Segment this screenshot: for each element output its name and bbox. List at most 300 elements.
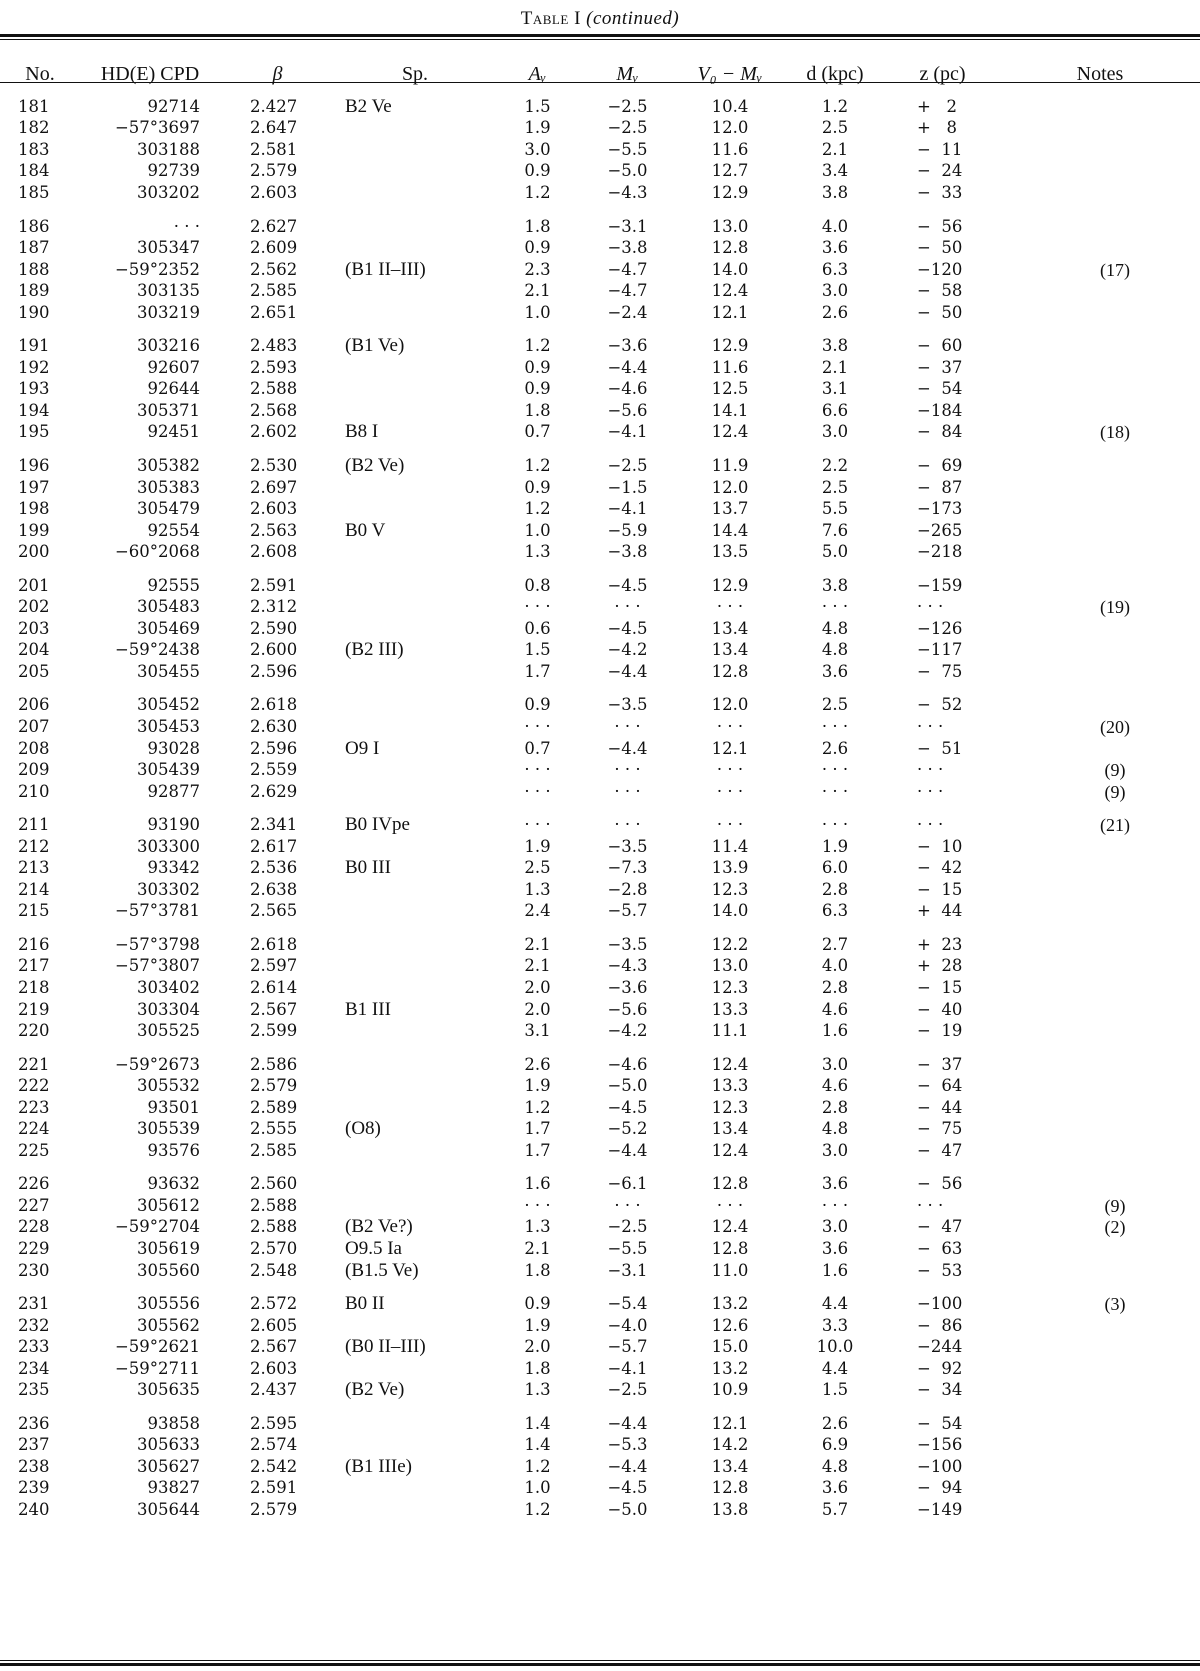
cell-notes — [1000, 400, 1200, 422]
cell-beta: 2.630 — [250, 716, 298, 736]
table-row — [0, 1380, 1200, 1402]
cell-vm: 12.3 — [711, 978, 749, 997]
cell-vm: 11.1 — [711, 1021, 749, 1041]
cell-beta: 2.602 — [250, 422, 298, 442]
cell-d: 3.1 — [821, 379, 849, 399]
cell-sp — [335, 1140, 495, 1162]
cell-z: − 86 — [917, 1315, 963, 1335]
table-row — [0, 520, 1200, 542]
cell-beta: 2.567 — [250, 999, 298, 1019]
cell-av: 0.9 — [524, 379, 551, 399]
cell-sp: (B0 II–III) — [345, 1336, 426, 1358]
cell-vm: 14.2 — [711, 1435, 749, 1455]
cell-no: 191 — [18, 336, 50, 356]
cell-notes — [1000, 661, 1200, 683]
cell-sp: (B1.5 Ve) — [345, 1259, 419, 1281]
cell-d: 6.3 — [821, 259, 849, 279]
cell-notes: (3) — [1104, 1294, 1126, 1315]
cell-beta: 2.570 — [250, 1239, 298, 1259]
cell-sp — [335, 977, 495, 999]
cell-d: 6.3 — [821, 901, 849, 921]
cell-av: · · · — [524, 716, 551, 736]
cell-vm: 12.5 — [711, 379, 749, 399]
cell-z: − 75 — [917, 1119, 963, 1139]
cell-hd: 305383 — [137, 477, 200, 497]
cell-notes — [1000, 1119, 1200, 1141]
cell-no: 195 — [18, 422, 50, 442]
cell-sp: (B1 Ve) — [345, 335, 405, 357]
cell-av: 0.9 — [524, 238, 551, 258]
cell-z: −218 — [917, 542, 963, 562]
cell-beta: 2.588 — [250, 379, 298, 399]
cell-av: 0.9 — [524, 161, 551, 181]
cell-beta: 2.618 — [250, 934, 298, 954]
cell-z: − 63 — [917, 1239, 963, 1259]
header-av: Aᵥ — [528, 62, 547, 85]
cell-d: 1.2 — [821, 96, 849, 116]
cell-no: 183 — [18, 139, 50, 159]
cell-av: 1.8 — [524, 1260, 551, 1280]
cell-hd: −59°2711 — [114, 1358, 200, 1378]
cell-notes — [1000, 640, 1200, 662]
cell-no: 220 — [18, 1021, 50, 1041]
cell-hd: 92554 — [147, 520, 200, 540]
cell-z: −173 — [917, 499, 963, 519]
table-title — [0, 8, 1200, 30]
table-row — [0, 259, 1200, 281]
cell-d: 2.6 — [821, 738, 849, 758]
cell-hd: 305483 — [137, 597, 200, 617]
table-row — [0, 661, 1200, 683]
table-row — [0, 802, 1200, 836]
cell-no: 204 — [18, 640, 50, 660]
cell-no: 221 — [18, 1054, 50, 1074]
cell-z: − 34 — [917, 1380, 963, 1400]
cell-sp: O9.5 Ia — [345, 1238, 402, 1260]
cell-mv: −3.5 — [607, 836, 648, 856]
cell-hd: −57°3807 — [114, 956, 200, 976]
table-row — [0, 182, 1200, 204]
cell-notes — [1000, 1401, 1200, 1435]
cell-d: 4.0 — [821, 956, 849, 976]
cell-z: − 50 — [917, 302, 963, 322]
cell-hd: · · · — [173, 216, 200, 236]
cell-d: 2.5 — [821, 118, 849, 138]
cell-av: 2.0 — [524, 999, 551, 1019]
cell-hd: 92451 — [147, 422, 200, 442]
table-row — [0, 596, 1200, 618]
cell-notes: (20) — [1100, 716, 1130, 737]
cell-vm: 13.5 — [711, 542, 749, 562]
cell-mv: · · · — [614, 815, 641, 835]
cell-hd: 92644 — [147, 379, 200, 399]
cell-beta: 2.697 — [250, 477, 298, 497]
header-mv: Mᵥ — [616, 62, 639, 85]
cell-mv: −5.7 — [607, 1337, 648, 1357]
cell-notes — [1000, 1499, 1200, 1521]
cell-no: 210 — [18, 781, 50, 801]
cell-mv: −4.2 — [607, 1021, 648, 1041]
table-row — [0, 1499, 1200, 1521]
cell-notes — [1000, 956, 1200, 978]
cell-mv: −5.5 — [607, 139, 648, 159]
cell-d: 3.4 — [821, 161, 849, 181]
table-row — [0, 1260, 1200, 1282]
cell-no: 228 — [18, 1217, 50, 1237]
cell-hd: −59°2621 — [114, 1337, 200, 1357]
cell-sp — [335, 302, 495, 324]
cell-sp — [335, 161, 495, 183]
cell-beta: 2.593 — [250, 357, 298, 377]
cell-no: 234 — [18, 1358, 50, 1378]
cell-no: 219 — [18, 999, 50, 1019]
cell-z: · · · — [917, 781, 944, 801]
cell-av: 2.1 — [524, 956, 551, 976]
cell-mv: −3.8 — [607, 238, 648, 258]
cell-d: 3.0 — [821, 422, 849, 442]
cell-vm: 12.8 — [711, 1174, 749, 1194]
cell-notes: (19) — [1100, 597, 1130, 618]
cell-mv: −2.5 — [607, 1217, 648, 1237]
cell-d: 4.8 — [821, 640, 849, 660]
table-row — [0, 1042, 1200, 1076]
cell-mv: −3.8 — [607, 542, 648, 562]
cell-z: − 64 — [917, 1076, 963, 1096]
cell-vm: 12.8 — [711, 1239, 749, 1259]
cell-av: 1.3 — [524, 1380, 551, 1400]
cell-z: + 8 — [917, 118, 958, 138]
table-row — [0, 161, 1200, 183]
cell-no: 231 — [18, 1294, 50, 1314]
cell-z: · · · — [917, 716, 944, 736]
cell-av: 1.2 — [524, 1500, 551, 1520]
cell-av: · · · — [524, 815, 551, 835]
cell-d: 2.8 — [821, 978, 849, 997]
cell-z: · · · — [917, 1195, 944, 1215]
cell-sp: B0 III — [345, 857, 391, 879]
cell-z: −117 — [917, 640, 963, 660]
cell-sp: B1 III — [345, 998, 391, 1020]
table-row — [0, 498, 1200, 520]
header-vm: V₀ − Mᵥ — [697, 62, 763, 85]
cell-vm: · · · — [716, 760, 744, 780]
cell-beta: 2.581 — [250, 139, 298, 159]
cell-notes — [1000, 999, 1200, 1021]
cell-d: 3.0 — [821, 1140, 849, 1160]
cell-beta: 2.603 — [250, 1358, 298, 1378]
cell-mv: · · · — [614, 781, 641, 801]
cell-mv: −4.4 — [607, 1456, 648, 1476]
cell-beta: 2.629 — [250, 781, 298, 801]
cell-notes — [1000, 1380, 1200, 1402]
cell-sp — [335, 781, 495, 803]
cell-notes — [1000, 161, 1200, 183]
cell-no: 209 — [18, 760, 50, 780]
cell-mv: −4.1 — [607, 422, 648, 442]
cell-no: 184 — [18, 161, 50, 181]
table-row — [0, 204, 1200, 238]
cell-z: − 54 — [917, 379, 963, 399]
cell-sp — [335, 1478, 495, 1500]
header-no: No. — [25, 62, 55, 85]
cell-beta: 2.614 — [250, 978, 298, 997]
cell-beta: 2.542 — [250, 1456, 298, 1476]
cell-av: · · · — [524, 760, 551, 780]
cell-d: 4.6 — [821, 1076, 849, 1096]
cell-d: 4.8 — [821, 1456, 849, 1476]
table-row — [0, 999, 1200, 1021]
cell-av: 1.3 — [524, 1217, 551, 1237]
cell-d: 2.2 — [821, 455, 849, 475]
cell-d: 5.5 — [821, 499, 849, 519]
table-row — [0, 139, 1200, 161]
table-row — [0, 400, 1200, 422]
cell-mv: −3.5 — [607, 695, 648, 715]
cell-no: 206 — [18, 695, 50, 715]
cell-z: −184 — [917, 400, 963, 420]
cell-d: 2.1 — [821, 139, 849, 159]
cell-beta: 2.603 — [250, 499, 298, 519]
cell-sp — [335, 956, 495, 978]
cell-notes — [1000, 1315, 1200, 1337]
cell-z: · · · — [917, 597, 944, 617]
cell-d: 5.0 — [821, 542, 849, 562]
table-row — [0, 759, 1200, 781]
cell-beta: 2.585 — [250, 1140, 298, 1160]
cell-notes — [1000, 901, 1200, 923]
cell-beta: 2.574 — [250, 1435, 298, 1455]
cell-no: 202 — [18, 597, 50, 617]
cell-vm: 12.3 — [711, 1097, 749, 1117]
cell-notes — [1000, 379, 1200, 401]
cell-av: 2.4 — [524, 901, 551, 921]
cell-hd: 303202 — [137, 182, 200, 202]
cell-beta: 2.579 — [250, 1076, 298, 1096]
cell-notes — [1000, 204, 1200, 238]
cell-d: 10.0 — [816, 1337, 854, 1357]
cell-notes — [1000, 477, 1200, 499]
cell-sp — [335, 1358, 495, 1380]
cell-av: 1.7 — [524, 661, 551, 681]
cell-av: 1.0 — [524, 302, 551, 322]
cell-sp — [335, 683, 495, 717]
cell-mv: −4.6 — [607, 379, 648, 399]
cell-vm: 12.3 — [711, 879, 749, 899]
cell-d: 2.6 — [821, 302, 849, 322]
cell-z: − 47 — [917, 1140, 963, 1160]
cell-beta: 2.548 — [250, 1260, 298, 1280]
cell-notes — [1000, 683, 1200, 717]
table-row — [0, 716, 1200, 738]
table-row — [0, 323, 1200, 357]
cell-beta: 2.608 — [250, 542, 298, 562]
cell-av: 0.9 — [524, 695, 551, 715]
table-row — [0, 118, 1200, 140]
cell-av: 0.9 — [524, 477, 551, 497]
cell-mv: −5.2 — [607, 1119, 648, 1139]
cell-z: + 28 — [917, 956, 963, 976]
cell-vm: 12.9 — [711, 575, 749, 595]
cell-mv: −4.5 — [607, 575, 648, 595]
cell-beta: 2.341 — [250, 815, 298, 835]
cell-z: + 44 — [917, 901, 963, 921]
cell-d: 1.6 — [821, 1260, 849, 1280]
table-row — [0, 1238, 1200, 1260]
table-row — [0, 477, 1200, 499]
cell-hd: 93576 — [147, 1140, 200, 1160]
cell-beta: 2.605 — [250, 1315, 298, 1335]
cell-hd: 305452 — [137, 695, 200, 715]
cell-vm: 12.4 — [711, 1140, 749, 1160]
cell-mv: −4.4 — [607, 1140, 648, 1160]
cell-sp: B0 V — [345, 519, 386, 541]
data-table — [0, 52, 1200, 1521]
cell-d: 1.9 — [821, 836, 849, 856]
cell-beta: 2.530 — [250, 455, 298, 475]
cell-vm: 12.9 — [711, 336, 749, 356]
cell-beta: 2.312 — [250, 597, 298, 617]
cell-d: 3.6 — [821, 1239, 849, 1259]
cell-notes — [1000, 1336, 1200, 1358]
table-row — [0, 1140, 1200, 1162]
cell-sp: (B2 III) — [345, 639, 404, 661]
table-row — [0, 302, 1200, 324]
table-row — [0, 1435, 1200, 1457]
cell-no: 236 — [18, 1413, 50, 1433]
cell-hd: 92607 — [147, 357, 200, 377]
cell-mv: −4.4 — [607, 661, 648, 681]
cell-z: − 42 — [917, 858, 963, 878]
cell-notes — [1000, 1020, 1200, 1042]
table-row — [0, 357, 1200, 379]
cell-mv: −5.3 — [607, 1435, 648, 1455]
cell-d: 6.9 — [821, 1435, 849, 1455]
cell-z: − 50 — [917, 238, 963, 258]
cell-d: 3.8 — [821, 336, 849, 356]
cell-notes — [1000, 922, 1200, 956]
cell-notes — [1000, 738, 1200, 760]
cell-z: −100 — [917, 1456, 963, 1476]
cell-av: 1.8 — [524, 400, 551, 420]
cell-no: 225 — [18, 1140, 50, 1160]
cell-z: − 84 — [917, 422, 963, 442]
cell-notes — [1000, 541, 1200, 563]
cell-mv: −2.5 — [607, 118, 648, 138]
cell-z: − 37 — [917, 357, 963, 377]
cell-beta: 2.567 — [250, 1337, 298, 1357]
cell-no: 232 — [18, 1315, 50, 1335]
table-row — [0, 1097, 1200, 1119]
cell-no: 190 — [18, 302, 50, 322]
cell-z: − 94 — [917, 1478, 963, 1498]
cell-hd: 305479 — [137, 499, 200, 519]
cell-mv: −4.4 — [607, 1413, 648, 1433]
cell-d: 1.6 — [821, 1021, 849, 1041]
cell-hd: 305453 — [137, 716, 200, 736]
cell-z: · · · — [917, 815, 944, 835]
cell-hd: 92877 — [147, 781, 200, 801]
cell-av: 0.8 — [524, 575, 551, 595]
cell-sp: (B1 IIIe) — [345, 1455, 412, 1477]
cell-hd: 305633 — [137, 1435, 200, 1455]
header-notes: Notes — [1076, 62, 1124, 85]
cell-hd: 93190 — [147, 815, 200, 835]
cell-vm: 12.8 — [711, 238, 749, 258]
cell-z: − 37 — [917, 1054, 963, 1074]
cell-z: − 40 — [917, 999, 963, 1019]
cell-sp: B0 IVpe — [345, 814, 410, 836]
cell-mv: −2.5 — [607, 96, 648, 116]
cell-vm: 12.0 — [711, 695, 749, 715]
table-row — [0, 956, 1200, 978]
cell-beta: 2.627 — [250, 216, 298, 236]
cell-beta: 2.591 — [250, 575, 298, 595]
cell-vm: 13.4 — [711, 618, 749, 638]
cell-av: 1.7 — [524, 1140, 551, 1160]
cell-no: 233 — [18, 1337, 50, 1357]
cell-av: 1.5 — [524, 640, 551, 660]
cell-no: 235 — [18, 1380, 50, 1400]
cell-mv: −4.1 — [607, 1358, 648, 1378]
cell-vm: 10.4 — [711, 96, 749, 116]
table-row — [0, 858, 1200, 880]
cell-notes — [1000, 1238, 1200, 1260]
cell-sp — [335, 541, 495, 563]
cell-beta: 2.588 — [250, 1217, 298, 1237]
cell-beta: 2.609 — [250, 238, 298, 258]
cell-sp — [335, 1042, 495, 1076]
table-row — [0, 422, 1200, 444]
cell-av: 3.0 — [524, 139, 551, 159]
table-row — [0, 1162, 1200, 1196]
cell-no: 227 — [18, 1195, 50, 1215]
cell-hd: 305525 — [137, 1021, 200, 1041]
cell-av: 1.4 — [524, 1435, 551, 1455]
cell-beta: 2.588 — [250, 1195, 298, 1215]
cell-hd: 303219 — [137, 302, 200, 322]
header-beta: β — [272, 62, 283, 85]
cell-vm: 13.4 — [711, 640, 749, 660]
cell-sp: O9 I — [345, 737, 380, 759]
cell-mv: · · · — [614, 716, 641, 736]
cell-no: 230 — [18, 1260, 50, 1280]
cell-vm: 13.2 — [711, 1294, 749, 1314]
cell-notes — [1000, 323, 1200, 357]
cell-no: 188 — [18, 259, 50, 279]
cell-vm: 12.7 — [711, 161, 749, 181]
cell-av: 0.6 — [524, 618, 551, 638]
cell-z: + 2 — [917, 96, 958, 116]
cell-hd: −59°2673 — [114, 1054, 200, 1074]
cell-no: 203 — [18, 618, 50, 638]
cell-no: 208 — [18, 738, 50, 758]
cell-av: 2.6 — [524, 1054, 551, 1074]
cell-hd: 305439 — [137, 760, 200, 780]
cell-notes: (2) — [1104, 1217, 1126, 1238]
cell-mv: −5.4 — [607, 1294, 648, 1314]
cell-beta: 2.600 — [250, 640, 298, 660]
cell-hd: 303135 — [137, 281, 200, 301]
cell-d: 3.6 — [821, 661, 849, 681]
cell-sp — [335, 1435, 495, 1457]
cell-no: 223 — [18, 1097, 50, 1117]
cell-mv: −4.4 — [607, 738, 648, 758]
cell-d: 3.6 — [821, 238, 849, 258]
cell-notes: (18) — [1100, 422, 1130, 443]
cell-vm: 13.4 — [711, 1119, 749, 1139]
cell-d: · · · — [821, 760, 849, 780]
cell-beta: 2.638 — [250, 879, 298, 899]
